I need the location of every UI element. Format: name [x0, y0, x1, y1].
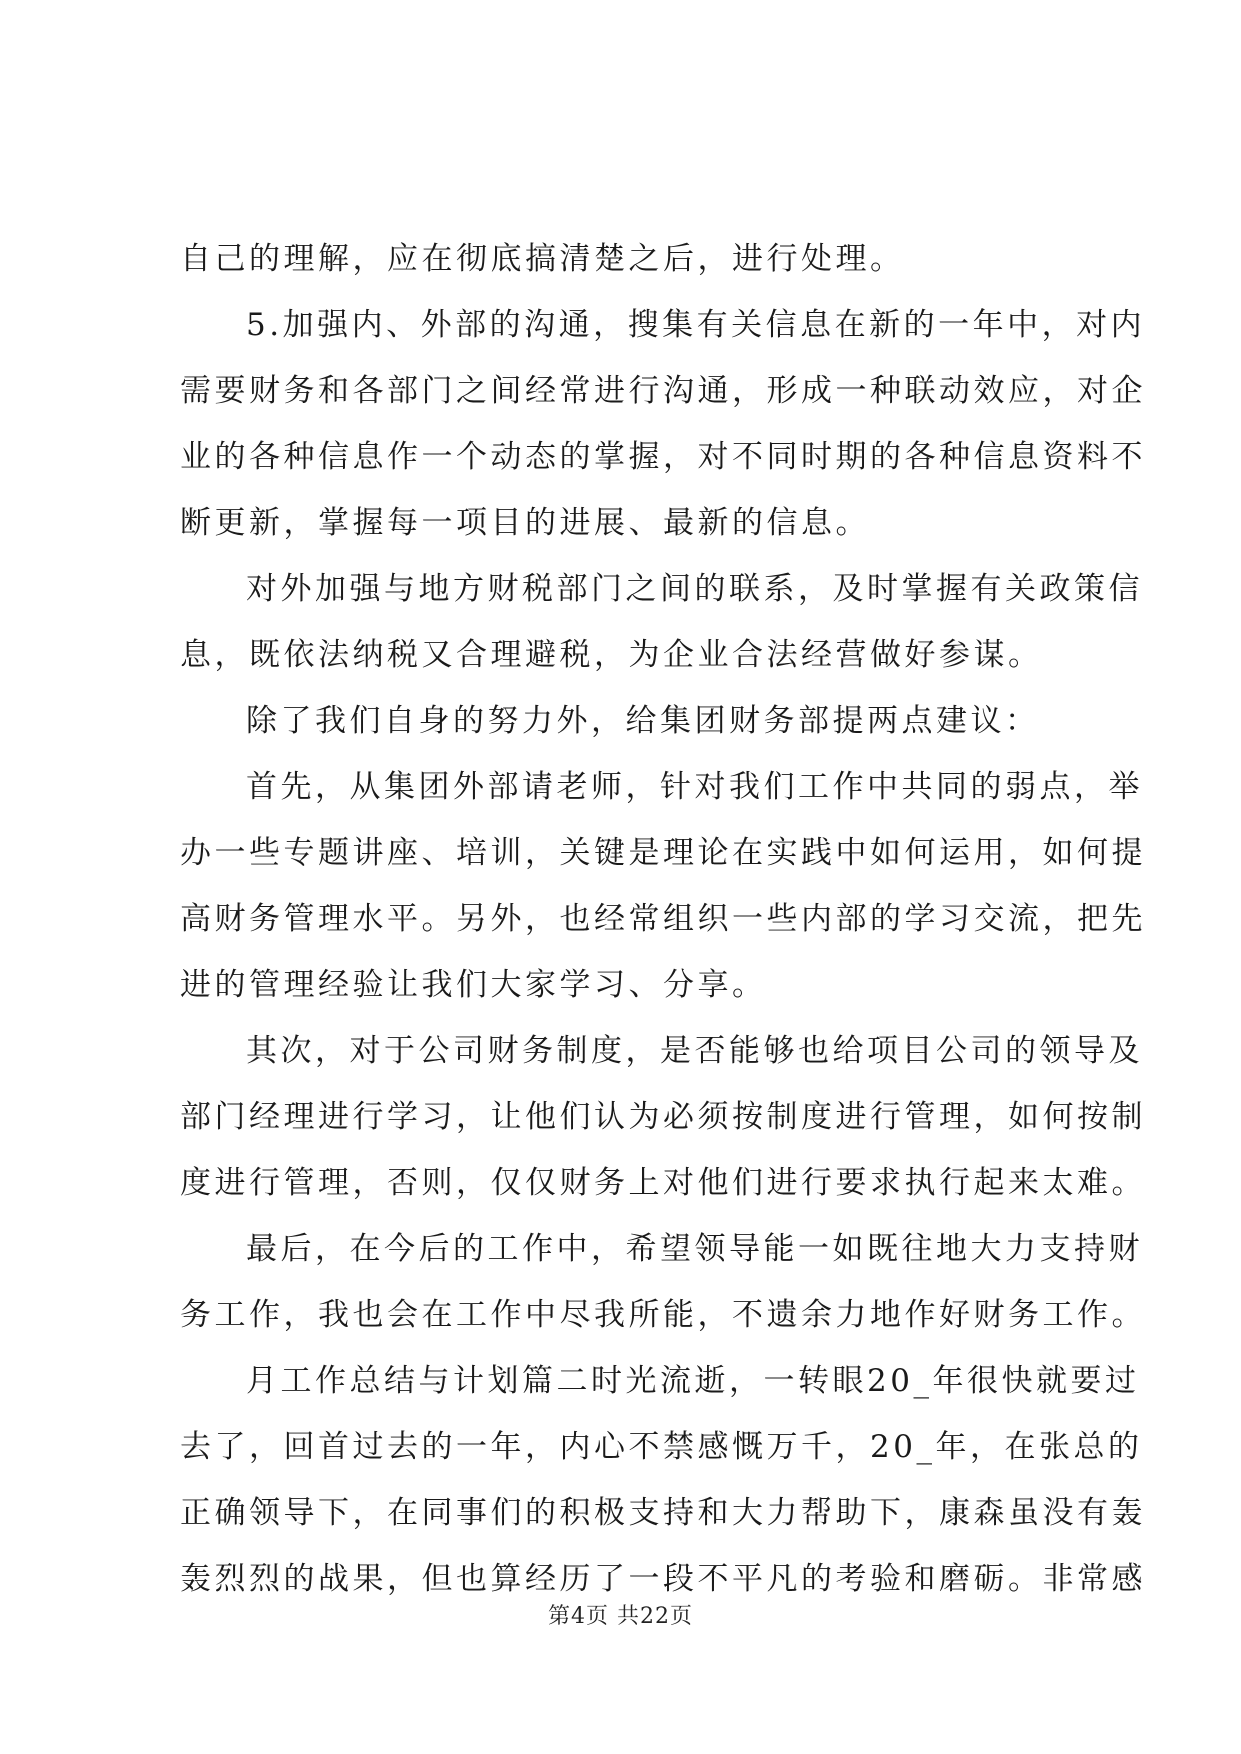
text-line: 月工作总结与计划篇二时光流逝，一转眼20_年很快就要过	[246, 1363, 1140, 1399]
text-line: 正确领导下，在同事们的积极支持和大力帮助下，康森虽没有轰	[180, 1495, 1146, 1531]
text-line: 高财务管理水平。另外，也经常组织一些内部的学习交流，把先	[180, 901, 1146, 937]
document-body	[180, 226, 1146, 1612]
text-line: 部门经理进行学习，让他们认为必须按制度进行管理，如何按制	[180, 1099, 1146, 1135]
text-line: 其次，对于公司财务制度，是否能够也给项目公司的领导及	[246, 1033, 1143, 1069]
text-line: 5.加强内、外部的沟通，搜集有关信息在新的一年中，对内	[246, 307, 1146, 343]
text-line: 除了我们自身的努力外，给集团财务部提两点建议：	[246, 703, 1040, 739]
page-number-label: 第4页 共22页	[548, 1604, 693, 1629]
text-line: 对外加强与地方财税部门之间的联系，及时掌握有关政策信	[246, 571, 1143, 607]
text-line: 自己的理解，应在彻底搞清楚之后，进行处理。	[180, 241, 905, 277]
text-line: 首先，从集团外部请老师，针对我们工作中共同的弱点，举	[246, 769, 1143, 805]
page-footer	[0, 1602, 1241, 1632]
text-line: 度进行管理，否则，仅仅财务上对他们进行要求执行起来太难。	[180, 1165, 1146, 1201]
text-line: 息，既依法纳税又合理避税，为企业合法经营做好参谋。	[180, 637, 1043, 673]
text-line: 轰烈烈的战果，但也算经历了一段不平凡的考验和磨砺。非常感	[180, 1561, 1146, 1597]
text-line: 需要财务和各部门之间经常进行沟通，形成一种联动效应，对企	[180, 373, 1146, 409]
text-line: 务工作，我也会在工作中尽我所能，不遗余力地作好财务工作。	[180, 1297, 1146, 1333]
text-line: 办一些专题讲座、培训，关键是理论在实践中如何运用，如何提	[180, 835, 1146, 871]
text-line: 断更新，掌握每一项目的进展、最新的信息。	[180, 505, 870, 541]
text-line: 进的管理经验让我们大家学习、分享。	[180, 967, 767, 1003]
text-line: 去了，回首过去的一年，内心不禁感慨万千，20_年，在张总的	[180, 1429, 1143, 1465]
text-line: 最后，在今后的工作中，希望领导能一如既往地大力支持财	[246, 1231, 1143, 1267]
text-line: 业的各种信息作一个动态的掌握，对不同时期的各种信息资料不	[180, 439, 1146, 475]
